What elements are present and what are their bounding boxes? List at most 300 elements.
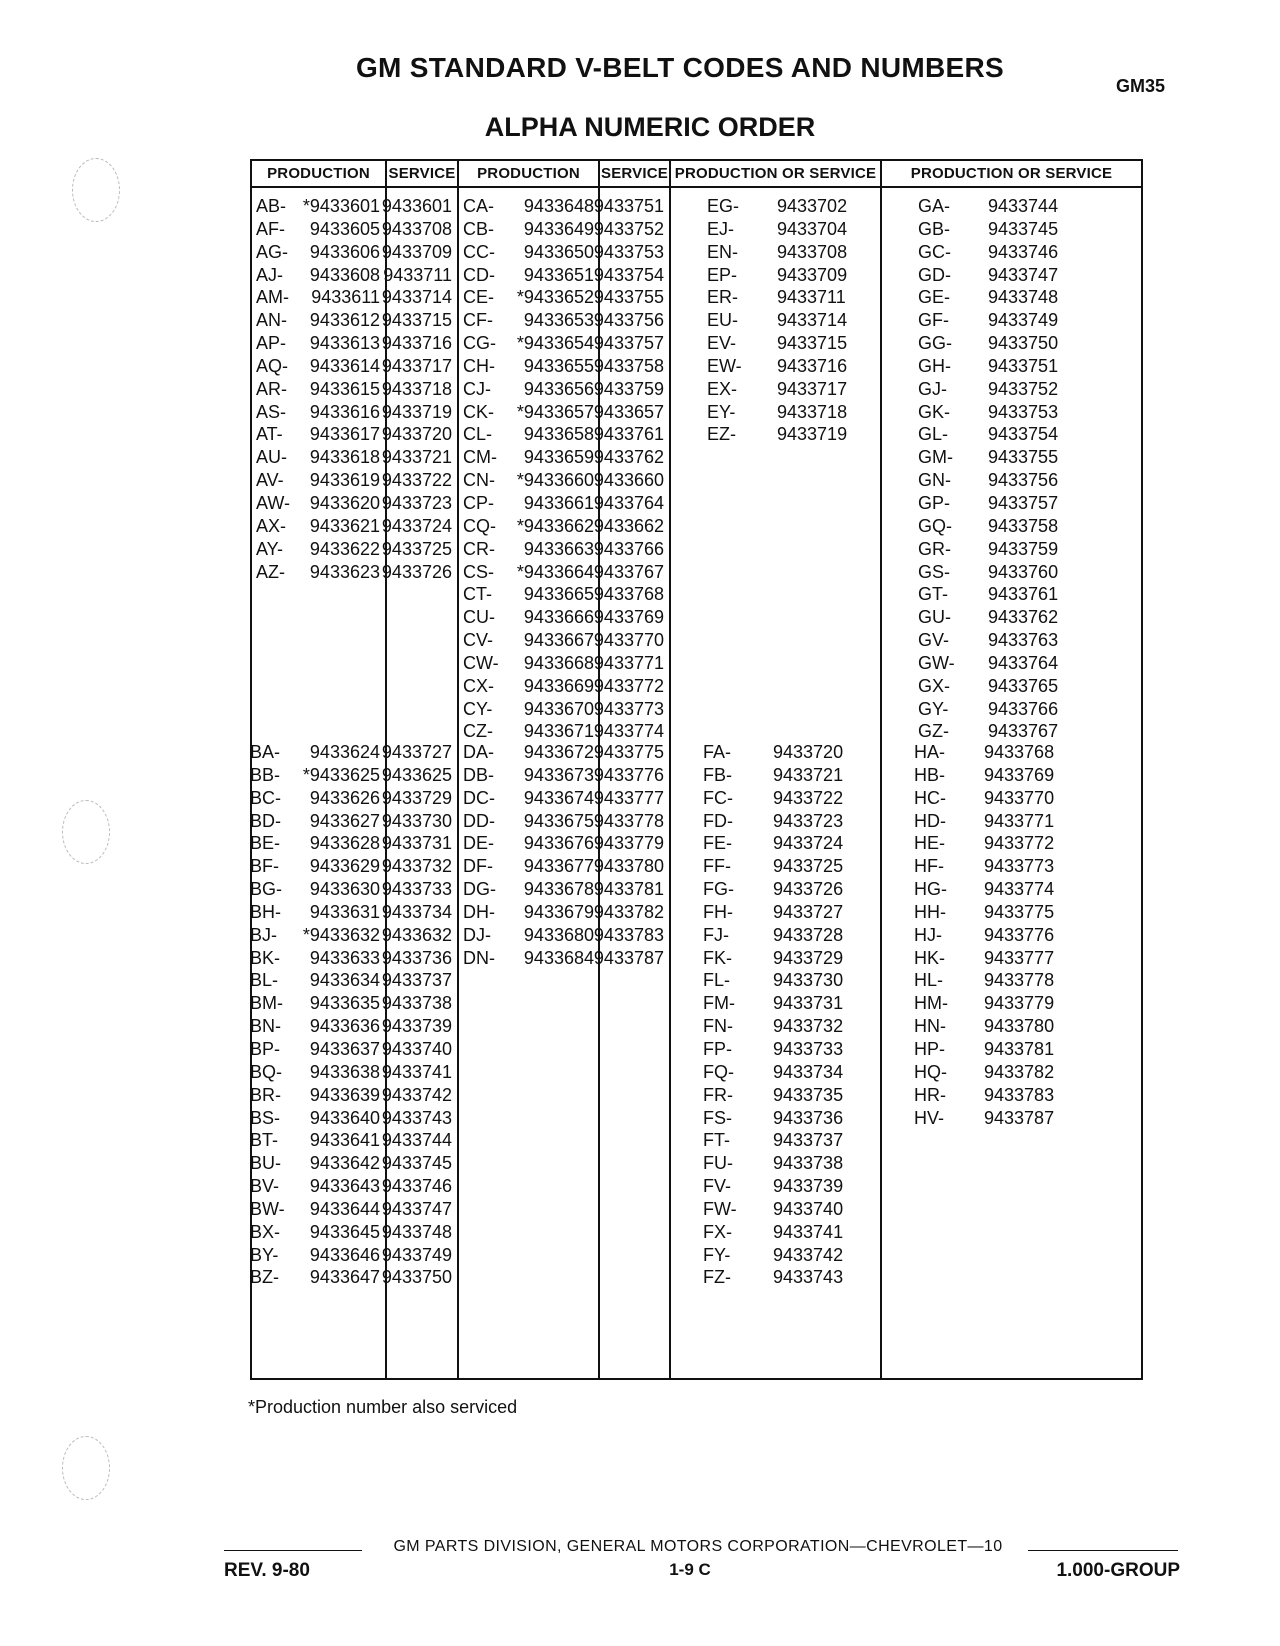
production-number: 9433641 (309, 1130, 380, 1151)
table-row (252, 241, 457, 264)
table-row (252, 1107, 457, 1130)
table-row (669, 1015, 880, 1038)
production-number: 9433620 (309, 492, 380, 513)
service-number: 9433722 (381, 470, 452, 491)
production-number: 9433637 (309, 1038, 380, 1059)
production-number: 9433614 (309, 355, 380, 376)
production-number: *9433625 (302, 764, 380, 785)
production-number: 9433673 (523, 764, 594, 785)
table-row (880, 878, 1141, 901)
service-number: 9433662 (593, 515, 664, 536)
belt-code: GH- (918, 355, 951, 376)
production-number: 9433626 (309, 787, 380, 808)
part-number: 9433754 (988, 424, 1059, 445)
page-code: GM35 (1116, 76, 1166, 96)
belt-code: CQ- (463, 515, 496, 536)
page-title: GM STANDARD V-BELT CODES AND NUMBERS (355, 52, 1005, 83)
part-number: 9433736 (773, 1107, 844, 1128)
production-number: *9433657 (516, 401, 594, 422)
belt-code: FU- (703, 1153, 733, 1174)
belt-code: FH- (703, 901, 733, 922)
table-row (457, 810, 669, 833)
table-row (252, 832, 457, 855)
belt-code: GR- (918, 538, 951, 559)
belt-code: CV- (463, 630, 494, 651)
table-row (880, 195, 1141, 218)
table-row (880, 741, 1141, 764)
service-number: 9433749 (381, 1244, 452, 1265)
belt-code: AF- (256, 218, 285, 239)
service-number: 9433717 (381, 355, 452, 376)
page-number: 1-9 C (669, 1560, 711, 1579)
table-row (669, 1198, 880, 1221)
belt-code: HK- (914, 947, 945, 968)
part-number: 9433726 (773, 879, 844, 900)
part-number: 9433748 (988, 287, 1059, 308)
part-number: 9433704 (777, 218, 848, 239)
belt-code: AB- (256, 196, 287, 216)
part-number: 9433771 (984, 810, 1055, 831)
table-row (880, 1107, 1141, 1130)
production-number: 9433642 (309, 1153, 380, 1174)
belt-code: FM- (703, 993, 735, 1014)
table-row (457, 855, 669, 878)
table-row (252, 947, 457, 970)
belt-code: CP- (463, 492, 494, 513)
production-number: *9433652 (516, 287, 594, 308)
table-row (457, 401, 669, 424)
belt-code: DC- (463, 787, 495, 808)
part-number: 9433723 (773, 810, 844, 831)
table-row (457, 538, 669, 561)
table-row (252, 764, 457, 787)
table-row (669, 878, 880, 901)
table-row (880, 515, 1141, 538)
table-row (880, 855, 1141, 878)
service-number: 9433731 (381, 833, 452, 854)
table-row (880, 446, 1141, 469)
belt-code: BF- (250, 856, 279, 877)
belt-code: GG- (918, 333, 952, 354)
production-number: 9433645 (309, 1221, 380, 1242)
part-number: 9433777 (984, 947, 1055, 968)
belt-code: AU- (256, 447, 287, 468)
table-row (669, 855, 880, 878)
table-row (880, 947, 1141, 970)
part-number: 9433770 (984, 787, 1055, 808)
belt-code: DH- (463, 901, 495, 922)
belt-code: GC- (918, 241, 951, 262)
service-number: 9433773 (593, 698, 664, 719)
part-number: 9433720 (773, 742, 844, 762)
table-row (880, 264, 1141, 287)
part-number: 9433749 (988, 310, 1059, 331)
belt-code: EU- (707, 310, 738, 331)
production-number: 9433621 (309, 515, 380, 536)
belt-code: GE- (918, 287, 951, 308)
production-number: 9433644 (309, 1198, 380, 1219)
production-number: 9433658 (523, 424, 594, 445)
belt-code: BH- (250, 901, 281, 922)
table-row (252, 401, 457, 424)
production-number: 9433666 (523, 607, 594, 628)
belt-code: BW- (250, 1198, 285, 1219)
belt-code: DG- (463, 879, 496, 900)
service-number: 9433766 (593, 538, 664, 559)
table-row (252, 264, 457, 287)
table-row (669, 1244, 880, 1267)
belt-code: GZ- (918, 721, 949, 742)
part-number: 9433725 (773, 856, 844, 877)
table-row (669, 764, 880, 787)
part-number: 9433753 (988, 401, 1059, 422)
table-row (669, 1152, 880, 1175)
part-number: 9433750 (988, 333, 1059, 354)
part-number: 9433727 (773, 901, 844, 922)
table-row (252, 969, 457, 992)
belt-code: CD- (463, 264, 495, 285)
belt-code: CK- (463, 401, 494, 422)
table-row (880, 1061, 1141, 1084)
table-row (880, 992, 1141, 1015)
belt-code: GT- (918, 584, 948, 605)
service-number: 9433743 (381, 1107, 452, 1128)
belt-code: EJ- (707, 218, 734, 239)
belt-code: FQ- (703, 1061, 734, 1082)
part-number: 9433732 (773, 1016, 844, 1037)
table-row (252, 195, 457, 218)
belt-code: CJ- (463, 378, 491, 399)
table-row (669, 1129, 880, 1152)
part-number: 9433768 (984, 742, 1055, 762)
service-number: 9433723 (381, 492, 452, 513)
part-number: 9433730 (773, 970, 844, 991)
service-number: 9433754 (593, 264, 664, 285)
belt-code: ER- (707, 287, 738, 308)
service-number: 9433721 (381, 447, 452, 468)
service-number: 9433768 (593, 584, 664, 605)
block-f (669, 741, 880, 1289)
production-number: 9433638 (309, 1061, 380, 1082)
table-row (252, 1152, 457, 1175)
production-number: 9433623 (309, 561, 380, 582)
production-number: 9433612 (309, 310, 380, 331)
belt-code: FD- (703, 810, 733, 831)
production-number: 9433668 (523, 652, 594, 673)
service-number: 9433742 (381, 1084, 452, 1105)
table-row (457, 492, 669, 515)
part-number: 9433760 (988, 561, 1059, 582)
belt-code: HB- (914, 764, 945, 785)
belt-code: GJ- (918, 378, 947, 399)
belt-code: FF- (703, 856, 731, 877)
table-row (669, 401, 880, 424)
table-row (669, 1107, 880, 1130)
production-number: 9433622 (309, 538, 380, 559)
service-number: 9433774 (593, 721, 664, 742)
table-row (880, 629, 1141, 652)
production-number: *9433632 (302, 924, 380, 945)
table-row (457, 675, 669, 698)
table-row (457, 901, 669, 924)
belt-code: BX- (250, 1221, 281, 1242)
page-subtitle: ALPHA NUMERIC ORDER (484, 112, 816, 142)
table-row (457, 286, 669, 309)
belt-code: BK- (250, 947, 281, 968)
part-number: 9433761 (988, 584, 1059, 605)
belt-code: AV- (256, 470, 284, 491)
footer-rule-right (1028, 1550, 1178, 1551)
production-number: 9433670 (523, 698, 594, 719)
part-number: 9433735 (773, 1084, 844, 1105)
belt-code: FP- (703, 1038, 732, 1059)
part-number: 9433747 (988, 264, 1059, 285)
service-number: 9433747 (381, 1198, 452, 1219)
belt-code: AZ- (256, 561, 285, 582)
belt-code: BQ- (250, 1061, 283, 1082)
table-row (457, 195, 669, 218)
table-row (880, 241, 1141, 264)
part-number: 9433772 (984, 833, 1055, 854)
production-number: 9433663 (523, 538, 594, 559)
production-number: 9433630 (309, 879, 380, 900)
table-row (880, 583, 1141, 606)
service-number: 9433725 (381, 538, 452, 559)
table-row (252, 1015, 457, 1038)
table-row (880, 698, 1141, 721)
service-number: 9433660 (593, 470, 664, 491)
belt-code: GP- (918, 492, 951, 513)
service-number: 9433726 (381, 561, 452, 582)
belt-code: BB- (250, 764, 281, 785)
binder-hole (62, 800, 110, 864)
part-number: 9433739 (773, 1176, 844, 1197)
part-number: 9433778 (984, 970, 1055, 991)
table-row (669, 286, 880, 309)
belt-code: HF- (914, 856, 944, 877)
belt-code: FZ- (703, 1267, 731, 1288)
part-number: 9433764 (988, 652, 1059, 673)
service-number: 9433732 (381, 856, 452, 877)
table-row (457, 924, 669, 947)
production-number: 9433648 (523, 196, 594, 216)
table-row (880, 901, 1141, 924)
belt-code: HD- (914, 810, 946, 831)
service-number: 9433729 (381, 787, 452, 808)
belt-code: EX- (707, 378, 738, 399)
table-row (880, 924, 1141, 947)
belt-code: FA- (703, 742, 732, 762)
table-row (252, 561, 457, 584)
service-number: 9433757 (593, 333, 664, 354)
table-row (669, 355, 880, 378)
production-number: 9433675 (523, 810, 594, 831)
production-number: 9433613 (309, 333, 380, 354)
service-number: 9433758 (593, 355, 664, 376)
production-number: 9433677 (523, 856, 594, 877)
service-number: 9433718 (381, 378, 452, 399)
production-number: 9433633 (309, 947, 380, 968)
belt-code: AM- (256, 287, 289, 308)
part-number: 9433741 (773, 1221, 844, 1242)
production-number: 9433655 (523, 355, 594, 376)
service-number: 9433734 (381, 901, 452, 922)
service-number: 9433761 (593, 424, 664, 445)
part-number: 9433738 (773, 1153, 844, 1174)
part-number: 9433787 (984, 1107, 1055, 1128)
part-number: 9433758 (988, 515, 1059, 536)
table-row (457, 947, 669, 970)
table-row (457, 720, 669, 743)
table-row (880, 675, 1141, 698)
production-number: 9433672 (523, 742, 594, 762)
belt-code: CR- (463, 538, 495, 559)
table-row (457, 652, 669, 675)
block-a (252, 195, 457, 583)
table-row (669, 992, 880, 1015)
revision-label: REV. 9-80 (224, 1560, 310, 1581)
belt-code: HJ- (914, 924, 942, 945)
service-number: 9433657 (593, 401, 664, 422)
part-number: 9433715 (777, 333, 848, 354)
table-row (880, 720, 1141, 743)
service-number: 9433709 (381, 241, 452, 262)
table-row (880, 652, 1141, 675)
part-number: 9433743 (773, 1267, 844, 1288)
table-row (669, 423, 880, 446)
table-row (457, 309, 669, 332)
table-row (880, 286, 1141, 309)
belt-code: EV- (707, 333, 737, 354)
production-number: 9433611 (311, 287, 380, 308)
belt-code: HR- (914, 1084, 946, 1105)
belt-code: AP- (256, 333, 287, 354)
table-row (252, 901, 457, 924)
belt-code: GM- (918, 447, 953, 468)
table-row (457, 583, 669, 606)
table-row (252, 1038, 457, 1061)
belt-code: BM- (250, 993, 283, 1014)
belt-code: CE- (463, 287, 494, 308)
belt-code: BT- (250, 1130, 279, 1151)
part-number: 9433716 (777, 355, 848, 376)
part-number: 9433774 (984, 879, 1055, 900)
production-number: 9433640 (309, 1107, 380, 1128)
service-number: 9433779 (593, 833, 664, 854)
service-number: 9433715 (381, 310, 452, 331)
service-number: 9433746 (381, 1176, 452, 1197)
belt-code: DF- (463, 856, 493, 877)
belt-code: BD- (250, 810, 281, 831)
service-number: 9433777 (593, 787, 664, 808)
table-row (669, 787, 880, 810)
table-row (880, 764, 1141, 787)
table-row (880, 309, 1141, 332)
table-row (252, 810, 457, 833)
block-g (880, 195, 1141, 743)
service-number: 9433708 (381, 218, 452, 239)
production-number: 9433606 (309, 241, 380, 262)
table-row (252, 309, 457, 332)
belt-code: FX- (703, 1221, 732, 1242)
belt-code: GD- (918, 264, 951, 285)
service-number: 9433745 (381, 1153, 452, 1174)
belt-code: DA- (463, 742, 494, 762)
service-number: 9433750 (381, 1267, 452, 1288)
production-number: 9433669 (523, 675, 594, 696)
belt-code: DJ- (463, 924, 491, 945)
service-number: 9433751 (593, 196, 664, 216)
part-number: 9433731 (773, 993, 844, 1014)
production-number: *9433654 (516, 333, 594, 354)
production-number: 9433661 (523, 492, 594, 513)
belt-code: HG- (914, 879, 947, 900)
belt-code: AN- (256, 310, 287, 331)
service-number: 9433625 (381, 764, 452, 785)
service-number: 9433756 (593, 310, 664, 331)
part-number: 9433773 (984, 856, 1055, 877)
belt-code: EY- (707, 401, 736, 422)
service-number: 9433780 (593, 856, 664, 877)
part-number: 9433746 (988, 241, 1059, 262)
header-production-or-service-1: PRODUCTION OR SERVICE (674, 165, 877, 182)
belt-code: AY- (256, 538, 284, 559)
table-row (669, 332, 880, 355)
block-c (457, 195, 669, 743)
table-row (457, 241, 669, 264)
service-number: 9433738 (381, 993, 452, 1014)
part-number: 9433729 (773, 947, 844, 968)
table-row (457, 741, 669, 764)
table-row (252, 1175, 457, 1198)
part-number: 9433752 (988, 378, 1059, 399)
part-number: 9433717 (777, 378, 848, 399)
table-row (252, 492, 457, 515)
part-number: 9433742 (773, 1244, 844, 1265)
belt-code: HC- (914, 787, 946, 808)
table-row (880, 787, 1141, 810)
belt-code: FC- (703, 787, 733, 808)
belt-code: AS- (256, 401, 287, 422)
table-row (457, 446, 669, 469)
table-row (880, 355, 1141, 378)
table-row (457, 698, 669, 721)
block-b (252, 741, 457, 1289)
table-row (252, 1061, 457, 1084)
production-number: 9433651 (523, 264, 594, 285)
part-number: 9433759 (988, 538, 1059, 559)
part-number: 9433724 (773, 833, 844, 854)
belt-code: CH- (463, 355, 495, 376)
table-row (669, 924, 880, 947)
belt-code: FE- (703, 833, 732, 854)
production-number: *9433601 (302, 196, 380, 216)
production-number: 9433647 (309, 1267, 380, 1288)
production-number: 9433618 (309, 447, 380, 468)
header-service-1: SERVICE (388, 165, 456, 182)
table-row (252, 1084, 457, 1107)
part-number: 9433775 (984, 901, 1055, 922)
table-row (252, 1221, 457, 1244)
service-number: 9433719 (381, 401, 452, 422)
belt-code: CA- (463, 196, 494, 216)
belt-code: GY- (918, 698, 949, 719)
part-number: 9433745 (988, 218, 1059, 239)
part-number: 9433737 (773, 1130, 844, 1151)
production-number: 9433678 (523, 879, 594, 900)
production-number: 9433659 (523, 447, 594, 468)
service-number: 9433752 (593, 218, 664, 239)
